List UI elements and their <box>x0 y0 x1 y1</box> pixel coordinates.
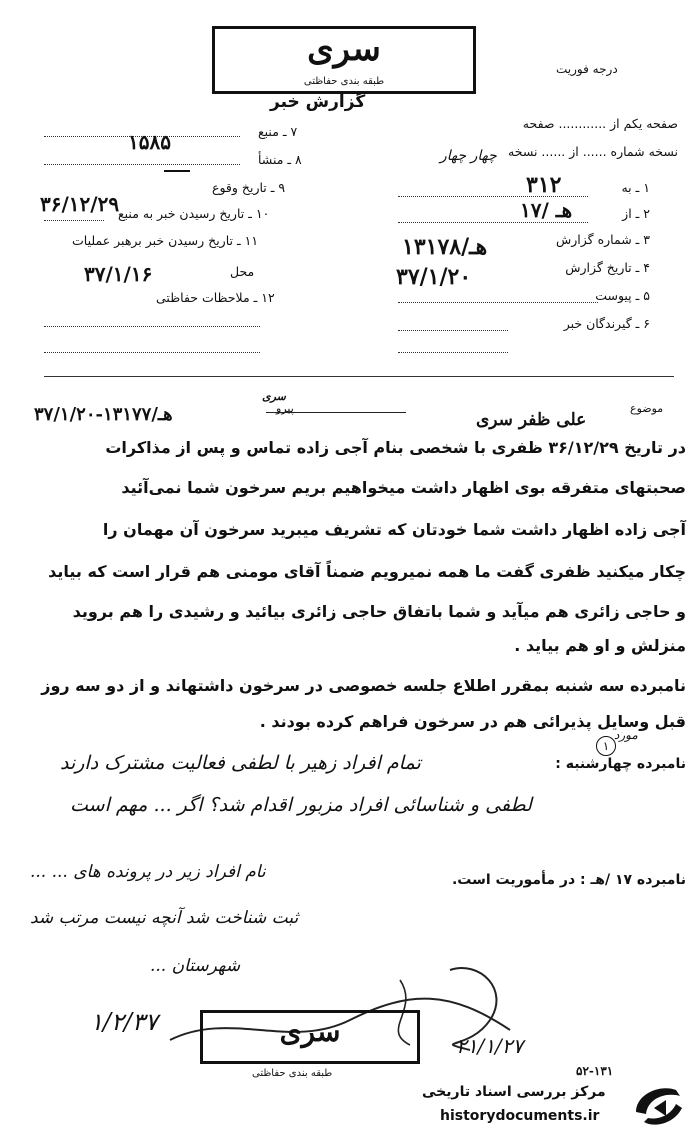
classification-text: سری <box>307 29 381 69</box>
document-code: ۵۲-۱۳۱ <box>576 1064 614 1078</box>
from-line <box>398 222 588 223</box>
circle-mark: ۱ <box>596 736 616 756</box>
follow-underline <box>266 412 406 413</box>
follow-label: پیرو <box>276 402 294 415</box>
footer-classification-text: سری <box>279 1015 341 1048</box>
received-by-ops-label: ۱۱ ـ تاریخ رسیدن خبر برهبر عملیات <box>72 233 259 248</box>
left-note-3: شهرستان ... <box>150 956 241 976</box>
received-by-source-line <box>44 220 104 221</box>
handnote-prefix: نامبرده چهارشنبه : <box>555 756 686 772</box>
left-note-date: ۱/۲/۳۷ <box>90 1008 158 1036</box>
left-note-2: ثبت شناخت شد آنچه نیست مرتب شد <box>30 908 299 928</box>
watermark-title: مرکز بررسی اسناد تاریخی <box>422 1084 606 1100</box>
subject-value: علی ظفر سری <box>476 410 587 430</box>
recipients-line <box>398 330 508 331</box>
report-title: گزارش خبر <box>270 92 366 112</box>
origin-label: ۸ ـ منشأ <box>258 152 302 167</box>
side-note: مورد <box>614 728 638 742</box>
occurrence-date-value: ۳۶/۱۲/۲۹ <box>40 192 120 216</box>
notes-line-1 <box>44 326 260 327</box>
report-date-value: ۳۷/۱/۲۰ <box>396 264 472 290</box>
body-line-2: صحبتهای متفرقه بوی اظهار داشت میخواهیم بریم سرخون شما نمی‌آئید <box>121 478 686 497</box>
follow-value: ۳۷/۱/۲۰-۱هـ/۳۱۷۷ <box>34 404 173 425</box>
attachment-line <box>398 302 598 303</box>
section-divider <box>44 376 674 377</box>
footer-handwritten-date: ۲۱/۱/۲۷ <box>456 1034 524 1058</box>
body-line-4: چکار میکنید ظفری گفت ما همه نمیرویم ضمناً آقای مومنی هم قرار است که بیاید <box>48 562 686 581</box>
body-line-1: در تاریخ ۳۶/۱۲/۲۹ ظفری با شخصی بنام آجی زاده تماس و پس از مذاکرات <box>105 438 686 457</box>
copy-scribble: چهار چهار <box>440 148 497 164</box>
report-number-label: ۳ ـ شماره گزارش <box>555 232 650 247</box>
source-value: ۱۵۸۵ <box>128 130 171 154</box>
urgency-label: درجه فوریت <box>556 62 618 76</box>
report-date-label: ۴ ـ تاریخ گزارش <box>565 260 650 275</box>
to-label: ۱ ـ به <box>621 180 650 195</box>
subject-top-mark: سری <box>262 390 286 403</box>
notes-line-2 <box>44 352 260 353</box>
body-line-3: آجی زاده اظهار داشت شما خودتان که تشریف میبرید سرخون آن مهمان را <box>102 520 686 539</box>
body-line-6: منزلش و او هم بیاید . <box>514 636 686 655</box>
subject-label: موضوع <box>630 402 664 415</box>
body-line-5: و حاجی زائری هم میآید و شما باتفاق حاجی زائری بیائید و رشیدی را هم بروید <box>72 602 686 621</box>
report-number-value: ۱هـ/۳۱۷۸ <box>402 234 488 260</box>
from-value: ۱۷/ هـ <box>520 198 573 222</box>
place-label: محل <box>230 264 255 279</box>
typed-note: نامبرده ۱۷ /هـ : در مأموریت است. <box>451 872 686 888</box>
classification-subtitle: طبقه بندی حفاظتی <box>303 76 385 87</box>
from-label: ۲ ـ از <box>622 206 650 221</box>
to-value: ۳۱۲ <box>526 172 562 198</box>
classification-stamp <box>212 26 476 94</box>
page-field: صفحه یکم از ............ صفحه <box>522 116 678 131</box>
origin-line <box>44 164 240 165</box>
archive-logo-icon <box>630 1082 686 1132</box>
received-by-source-label: ۱۰ ـ تاریخ رسیدن خبر به منبع <box>118 206 270 221</box>
occurrence-date-label: ۹ ـ تاریخ وقوع <box>212 180 286 195</box>
copy-field: نسخه شماره ...... از ...... نسخه <box>508 144 678 159</box>
origin-mark <box>164 170 190 172</box>
received-by-ops-value: ۳۷/۱/۱۶ <box>84 262 153 286</box>
source-label: ۷ ـ منبع <box>258 124 298 139</box>
footer-classification-stamp <box>200 1010 420 1064</box>
attachment-label: ۵ ـ پیوست <box>595 288 650 303</box>
handnote-line-2: لطفی و شناسائی افراد مزبور اقدام شد؟ اگر ... مهم است <box>70 794 532 816</box>
recipients-label: ۶ ـ گیرندگان خبر <box>563 316 650 331</box>
watermark-url: historydocuments.ir <box>440 1108 600 1124</box>
body-line-8: قبل وسایل پذیرائی هم در سرخون فراهم کرده بودند . <box>259 712 686 731</box>
handnote-line-1: تمام افراد زهیر با لطفی فعالیت مشترک دارند <box>60 752 421 774</box>
left-note-1: نام افراد زیر در پرونده های ... ... <box>30 862 266 882</box>
recipients-line-2 <box>398 352 508 353</box>
footer-stamp-subtitle: طبقه بندی حفاظتی <box>252 1068 333 1079</box>
body-line-7: نامبرده سه شنبه بمقرر اطلاع جلسه خصوصی در سرخون داشتهاند و از دو سه روز <box>41 676 686 695</box>
security-notes-label: ۱۲ ـ ملاحظات حفاظتی <box>156 290 275 305</box>
